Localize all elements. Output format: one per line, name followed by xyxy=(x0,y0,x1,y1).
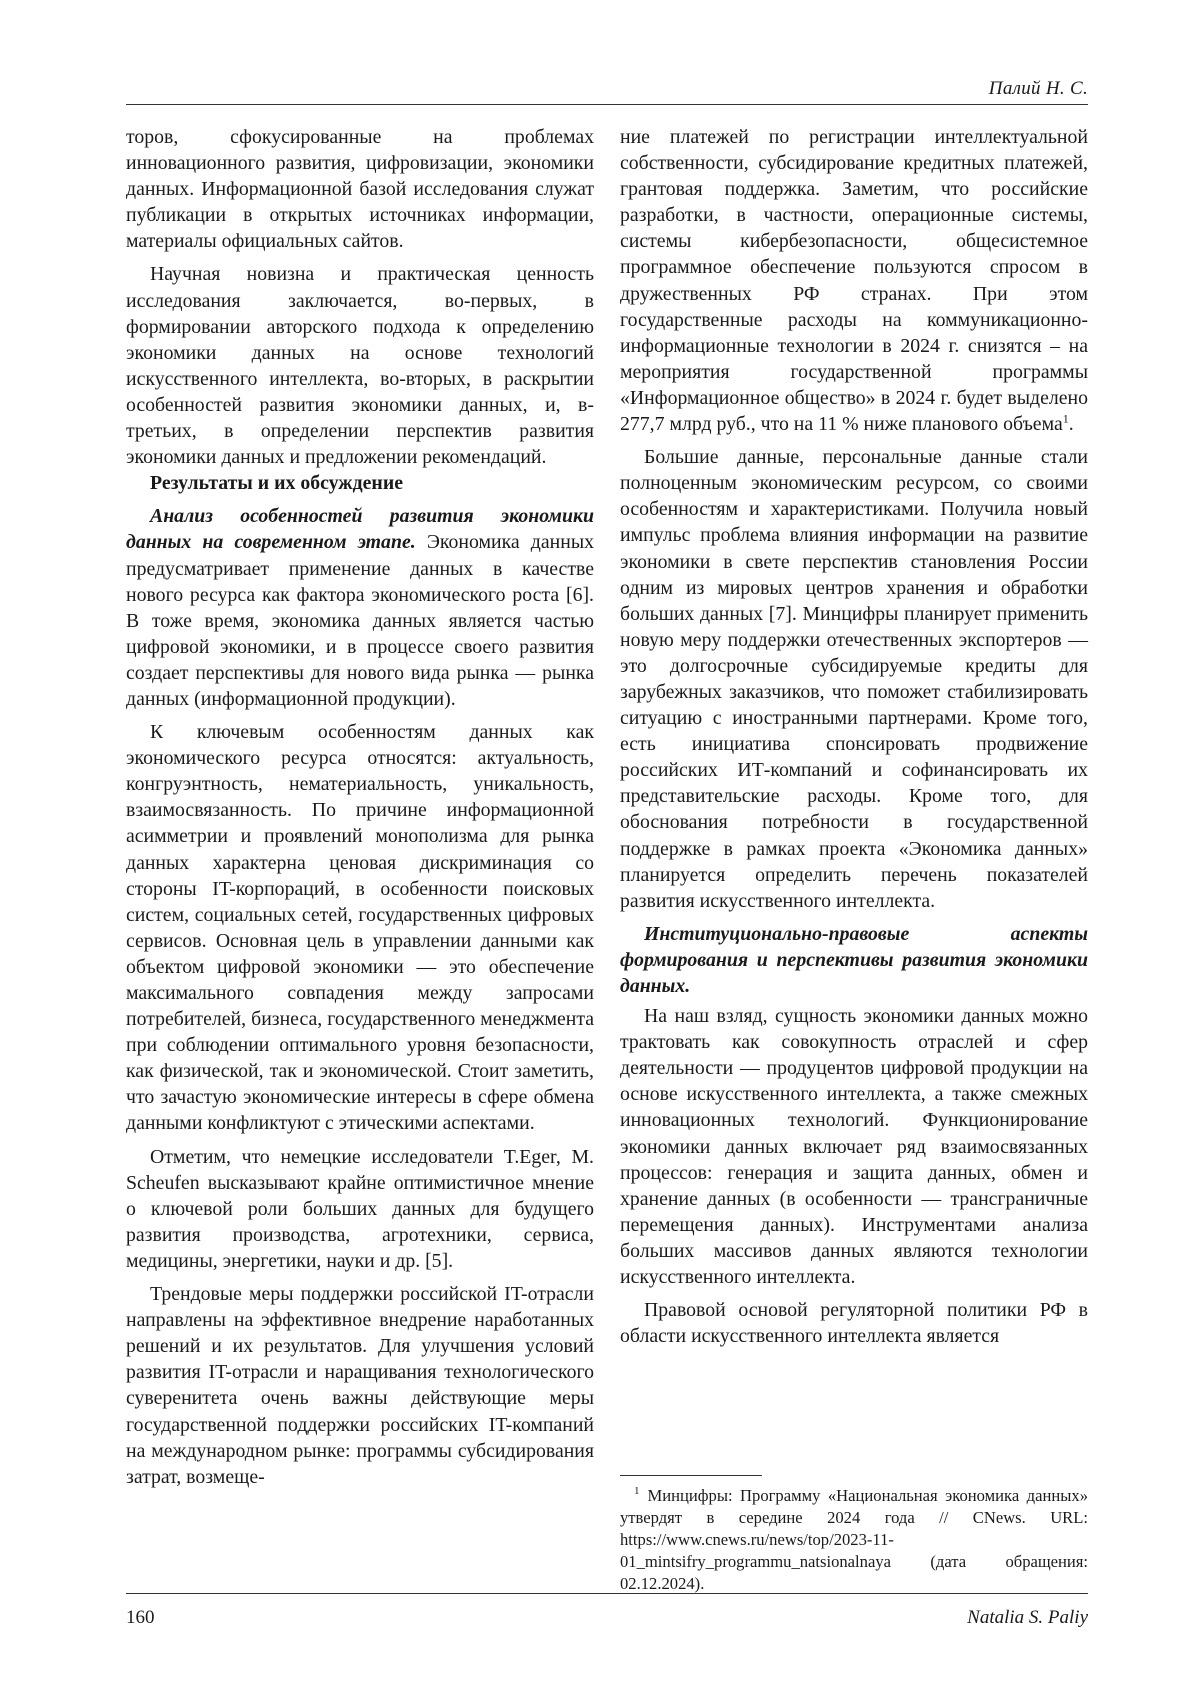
footnote-text: Минцифры: Программу «Национальная экономика данных» утвердят в середине 2024 года // CNews. URL: https://www.cnews.ru/news/top/2023-11-01_mintsifry_programmu_natsionalnaya (дата обращения: 02.12.2024). xyxy=(620,1486,1088,1593)
paragraph: Научная новизна и практическая ценность исследования заключается, во-первых, в формировании авторского подхода к определению экономики данных на основе технологий искусственного интеллекта, во-вторых, в раскрытии особенностей развития экономики данных, и, в-третьих, в определении перспектив развития экономики данных и предложении рекомендаций. xyxy=(126,263,594,469)
paragraph xyxy=(126,503,594,712)
subsection-heading: Институционально-правовые аспекты формирования и перспективы развития экономики данных. xyxy=(620,922,1088,997)
paragraph: Правовой основой регуляторной политики РФ в области искусственного интеллекта является xyxy=(620,1299,1088,1348)
paragraph: торов, сфокусированные на проблемах инновационного развития, цифровизации, экономики данных. Информационной базой исследования служат публикации в открытых источниках информации, материалы официальных сайтов. xyxy=(126,126,594,253)
header-rule xyxy=(126,104,1088,105)
right-column xyxy=(620,124,1088,1349)
paragraph-text: Экономика данных предусматривает применение данных в качестве нового ресурса как фактора экономического роста [6]. В тоже время, экономика данных является частью цифровой экономики, и в процессе своего развития создает перспективы для нового вида рынка — рынка данных (информационной продукции). xyxy=(126,531,594,710)
paragraph: На наш взляд, сущность экономики данных можно трактовать как совокупность отраслей и сфер деятельности — продуцентов цифровой продукции на основе искусственного интеллекта, а также смежных инновационных технологий. Функционирование экономики данных включает ряд взаимосвязанных процессов: генерация и защита данных, обмен и хранение данных (в особенности — трансграничные перемещения данных). Инструментами анализа больших массивов данных являются технологии искусственного интеллекта. xyxy=(620,1005,1088,1289)
paragraph: ние платежей по регистрации интеллектуальной собственности, субсидирование кредитных платежей, грантовая поддержка. Заметим, что российские разработки, в частности, операционные системы, системы кибербезопасности, общесистемное программное обеспечение пользуются спросом в дружественных РФ странах. При этом государственные расходы на коммуникационно-информационные технологии в 2024 г. снизятся – на мероприятия государственной программы «Информационное общество» в 2024 г. будет выделено 277,7 млрд руб., что на 11 % ниже планового объема$^1$. xyxy=(620,126,1088,436)
page-number: 160 xyxy=(126,1607,155,1628)
footnote-reference[interactable]: 1 xyxy=(1062,411,1069,426)
subsection-heading: Анализ особенностей развития экономики данных на современном этапе. xyxy=(126,505,594,554)
paragraph: Большие данные, персональные данные стали полноценным экономическим ресурсом, со своими особенностям и характеристиками. Получила новый импульс проблема влияния информации на развитие экономики в свете перспектив становления России одним из мировых центров хранения и обработки больших данных [7]. Минцифры планирует применить новую меру поддержки отечественных экспортеров — это долгосрочные субсидируемые кредиты для зарубежных заказчиков, что поможет стабилизировать ситуацию с иностранными партнерами. Кроме того, есть инициатива спонсировать продвижение российских ИТ-компаний и софинансировать их представительские расходы. Кроме того, для обоснования потребности в государственной поддержке в рамках проекта «Экономика данных» планируется определить перечень показателей развития искусственного интеллекта. xyxy=(620,446,1088,912)
footer-rule xyxy=(126,1593,1088,1594)
paragraph-text: ние платежей по регистрации интеллектуальной собственности, субсидирование кредитных платежей, грантовая поддержка. Заметим, что российские разработки, в частности, операционные системы, системы кибербезопасности, общесистемное программное обеспечение пользуются спросом в дружественных РФ странах. При этом государственные расходы на коммуникационно-информационные технологии в 2024 г. снизятся – на мероприятия государственной программы «Информационное общество» в 2024 г. будет выделено 277,7 млрд руб., что на 11 % ниже планового объема xyxy=(620,126,1088,436)
running-header-author: Палий Н. С. xyxy=(988,78,1088,99)
footnote-rule xyxy=(620,1475,762,1476)
paragraph: К ключевым особенностям данных как экономического ресурса относятся: актуальность, конгруэнтность, нематериальность, уникальность, взаимосвязанность. По причине информационной асимметрии и проявлений монополизма для рынка данных характерна ценовая дискриминация со стороны IT-корпораций, в особенности поисковых систем, социальных сетей, государственных цифровых сервисов. Основная цель в управлении данными как объектом цифровой экономики — это обеспечение максимального совпадения между запросами потребителей, бизнеса, государственного менеджмента при соблюдении оптимального уровня безопасности, как физической, так и экономической. Стоит заметить, что зачастую экономические интересы в сфере обмена данными конфликтуют с этическими аспектами. xyxy=(126,721,594,1135)
footnote-marker: 1 xyxy=(634,1485,640,1498)
section-heading: Результаты и их обсуждение xyxy=(150,472,403,495)
left-column xyxy=(126,124,594,1490)
paragraph: Отметим, что немецкие исследователи T.Eger, M. Scheufen высказывают крайне оптимистичное мнение о ключевой роли больших данных для будущего развития производства, агротехники, сервиса, медицины, энергетики, науки и др. [5]. xyxy=(126,1145,594,1272)
running-footer-author: Natalia S. Paliy xyxy=(967,1607,1088,1628)
paragraph: Трендовые меры поддержки российской IT-отрасли направлены на эффективное внедрение наработанных решений и их результатов. Для улучшения условий развития IT-отрасли и наращивания технологического суверенитета очень важны действующие меры государственной поддержки российских IT-компаний на международном рынке: программы субсидирования затрат, возмеще- xyxy=(126,1283,594,1488)
footnote xyxy=(620,1485,1088,1595)
